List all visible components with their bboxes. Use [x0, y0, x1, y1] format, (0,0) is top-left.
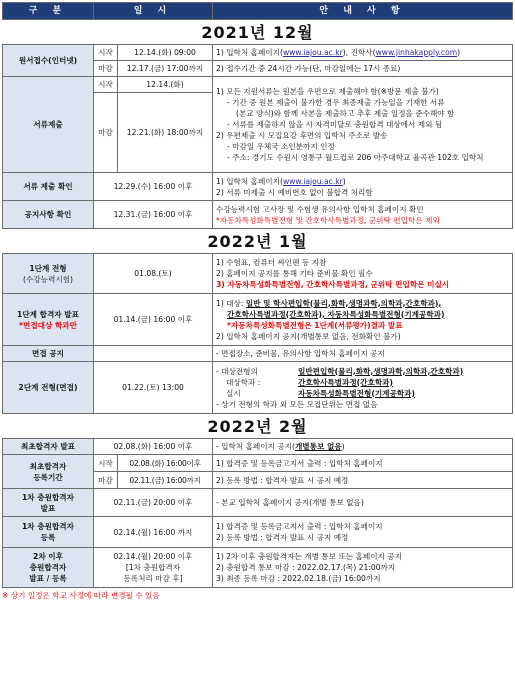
end-date: 12.17.(금) 17:00까지: [118, 61, 213, 77]
table-row: [3, 45, 513, 61]
date: 01.14.(금) 16:00 이후: [94, 294, 213, 346]
info-line: - 면접장소, 준비물, 유의사항 입학처 홈페이지 공지: [213, 346, 513, 362]
row-category: 1차 충원합격자 발표: [3, 489, 94, 517]
start-label: 시작: [94, 45, 118, 61]
section-2021-12: [3, 20, 513, 45]
table-header: [3, 3, 513, 20]
schedule-table: [2, 2, 513, 588]
row-category: 서류제출: [3, 77, 94, 173]
info-line-red: 3) 자동차특성화특별전형, 간호학사특별과정, 군위탁 편입학은 미실시: [216, 280, 450, 289]
info-line: 2) 우편제출 시 모집요강 후면의 입학처 주소로 발송: [216, 131, 388, 140]
row-category: 최초합격자 등록기간: [3, 455, 94, 489]
start-date: 12.14.(화) 09:00: [118, 45, 213, 61]
info-line: 수강능력시험 고사장 및 수험생 유의사항 입학처 홈페이지 확인: [216, 204, 424, 214]
info-line: (본교 양식)와 함께 사본을 제출하고 추후 제출 일정을 준수해야 함: [236, 109, 455, 118]
date: 01.08.(토): [94, 254, 213, 294]
info-cell: [213, 77, 513, 173]
info-cell: - 대상전형의 일반편입학(물리,화학,생명과학,의학과,간호학과) 대상학과 : 간호학사특별과정(간호학과) 실시 자동차특성화특별전형(기계공학과) - 상기 전형의 학과 외 모든 모집단위는 면접 없음: [213, 362, 513, 414]
table-row: [3, 455, 513, 472]
date-empty: [94, 346, 213, 362]
info-line: 1) 입학처 홈페이지(www.iajou.ac.kr), 진학사(www.jinhakapply.com): [213, 45, 513, 61]
row-category: 공지사항 확인: [3, 201, 94, 229]
date: 02.14.(월) 16:00 까지: [94, 517, 213, 548]
header-category: 구 분: [3, 3, 94, 20]
table-row: [3, 489, 513, 517]
row-category: 1단계 합격자 발표 *면접대상 학과만: [3, 294, 94, 346]
date: 01.22.(토) 13:00: [94, 362, 213, 414]
table-row: [3, 346, 513, 362]
date: 02.11.(금) 20:00 이후: [94, 489, 213, 517]
info-line: 2) 등록 방법 : 합격자 발표 시 공지 예정: [216, 533, 349, 542]
info-line: - 마감일 우체국 소인분까지 인정: [227, 142, 335, 151]
table-row: [3, 517, 513, 548]
info-line: 1) 모든 지원서류는 원본을 우편으로 제출해야 함(※방문 제출 불가): [216, 87, 439, 96]
row-category: 최초합격자 발표: [3, 439, 94, 455]
info-line-red: *자동차특성화특별전형 및 간호학사특별과정, 군위탁 편입학은 제외: [216, 215, 440, 225]
end-date: 02.11.(금) 16:00까지: [118, 472, 213, 489]
end-label: 마감: [94, 61, 118, 77]
info-cell: [213, 201, 513, 229]
info-line: - 본교 입학처 홈페이지 공지(개별 통보 없음): [213, 489, 513, 517]
iajou-link[interactable]: www.iajou.ac.kr: [282, 48, 343, 57]
footnote: ※ 상기 일정은 학교 사정에 따라 변경될 수 있음: [2, 591, 160, 600]
table-row: [3, 77, 513, 93]
table-row: [3, 254, 513, 294]
info-cell: [213, 548, 513, 588]
table-row: [3, 201, 513, 229]
info-line: 1) 2차 이후 충원합격자는 개별 통보 또는 홈페이지 공지: [216, 552, 402, 561]
table-row: [3, 173, 513, 201]
row-category: 2차 이후 충원합격자 발표 / 등록: [3, 548, 94, 588]
info-line: 1) 수험표, 컴퓨터 싸인펜 등 지참: [216, 258, 327, 267]
info-line: 1) 합격증 및 등록금고지서 출력 : 입학처 홈페이지: [216, 522, 383, 531]
date: 02.08.(화) 16:00 이후: [94, 439, 213, 455]
info-line: 3) 최종 등록 마감 : 2022.02.18.(금) 16:00까지: [216, 574, 381, 583]
row-category: 1차 충원합격자 등록: [3, 517, 94, 548]
start-label: 시작: [94, 455, 118, 472]
info-line: 간호학사특별과정(간호학과), 자동차특성화특별전형(기계공학과): [227, 309, 445, 319]
info-line: 1) 합격증 및 등록금고지서 출력 : 입학처 홈페이지: [213, 455, 513, 472]
jinhak-link[interactable]: www.jinhakapply.com: [375, 48, 458, 57]
header-info: 안 내 사 항: [213, 3, 513, 20]
table-row: [3, 294, 513, 346]
iajou-link[interactable]: www.iajou.ac.kr: [282, 176, 343, 186]
section-title: 2021년 12월: [3, 20, 513, 45]
start-label: 시작: [94, 77, 118, 93]
info-cell: [213, 517, 513, 548]
table-row: [3, 548, 513, 588]
info-line-red: *자동차특성화특별전형은 1단계(서류평가)결과 발표: [227, 320, 403, 330]
info-line: - 기간 중 원본 제출이 불가한 경우 최종제출 가능일을 기재한 서류: [227, 98, 445, 107]
info-line: - 서류를 제출하지 않을 시 자격미달로 충원합격 대상에서 제외 됨: [227, 120, 443, 129]
info-cell: 1) 입학처 홈페이지(www.iajou.ac.kr) 2) 서류 미제출 시 예비번호 없이 불합격 처리함: [213, 173, 513, 201]
info-line: 2) 접수기간 중 24시간 가능(단, 마감일에는 17시 종료): [213, 61, 513, 77]
info-line: - 주소: 경기도 수원시 영통구 월드컵로 206 아주대학교 율곡관 102호 입학처: [227, 153, 484, 162]
end-date: 12.21.(화) 18:00까지: [118, 93, 213, 173]
info-line: 2) 서류 미제출 시 예비번호 없이 불합격 처리함: [216, 187, 373, 197]
section-title: 2022년 1월: [3, 229, 513, 254]
row-category: 면접 공지: [3, 346, 94, 362]
table-row: [3, 439, 513, 455]
header-datetime: 일 시: [94, 3, 213, 20]
date: 02.14.(월) 20:00 이후 [1차 충원합격자 등록처리 마감 후]: [94, 548, 213, 588]
info-line: 2) 홈페이지 공지를 통해 기타 준비물 확인 필수: [216, 269, 373, 278]
info-line: - 상기 전형의 학과 외 모든 모집단위는 면접 없음: [216, 399, 378, 409]
row-category: 서류 제출 확인: [3, 173, 94, 201]
date: 12.31.(금) 16:00 이후: [94, 201, 213, 229]
start-date: 12.14.(화): [118, 77, 213, 93]
section-2022-02: [3, 414, 513, 439]
info-line: 2) 충원합격 통보 마감 : 2022.02.17.(목) 21:00까지: [216, 563, 396, 572]
info-cell: [213, 254, 513, 294]
row-category: 원서접수(인터넷): [3, 45, 94, 77]
section-title: 2022년 2월: [3, 414, 513, 439]
row-category: 2단계 전형(면접): [3, 362, 94, 414]
info-line: 2) 등록 방법 : 합격자 발표 시 공지 예정: [213, 472, 513, 489]
info-line: 2) 입학처 홈페이지 공지(개별통보 없음, 전화확인 불가): [216, 331, 401, 341]
row-category: 1단계 전형 (수강능력시험): [3, 254, 94, 294]
table-row: [3, 362, 513, 414]
info-line: - 입학처 홈페이지 공지(개별통보 없음): [213, 439, 513, 455]
end-label: 마감: [94, 472, 118, 489]
info-cell: 1) 대상: 일반 및 학사편입학(물리,화학,생명과학,의학과,간호학과), 간호학사특별과정(간호학과), 자동차특성화특별전형(기계공학과) *자동차특성화특별전형은 1단계(서류평가)결과 발표 2) 입학처 홈페이지 공지(개별통보 없음, 전화확인 불가): [213, 294, 513, 346]
schedule-sheet: [2, 2, 513, 601]
section-2022-01: [3, 229, 513, 254]
start-date: 02.08.(화) 16:00이후: [118, 455, 213, 472]
end-label: 마감: [94, 93, 118, 173]
date: 12.29.(수) 16:00 이후: [94, 173, 213, 201]
